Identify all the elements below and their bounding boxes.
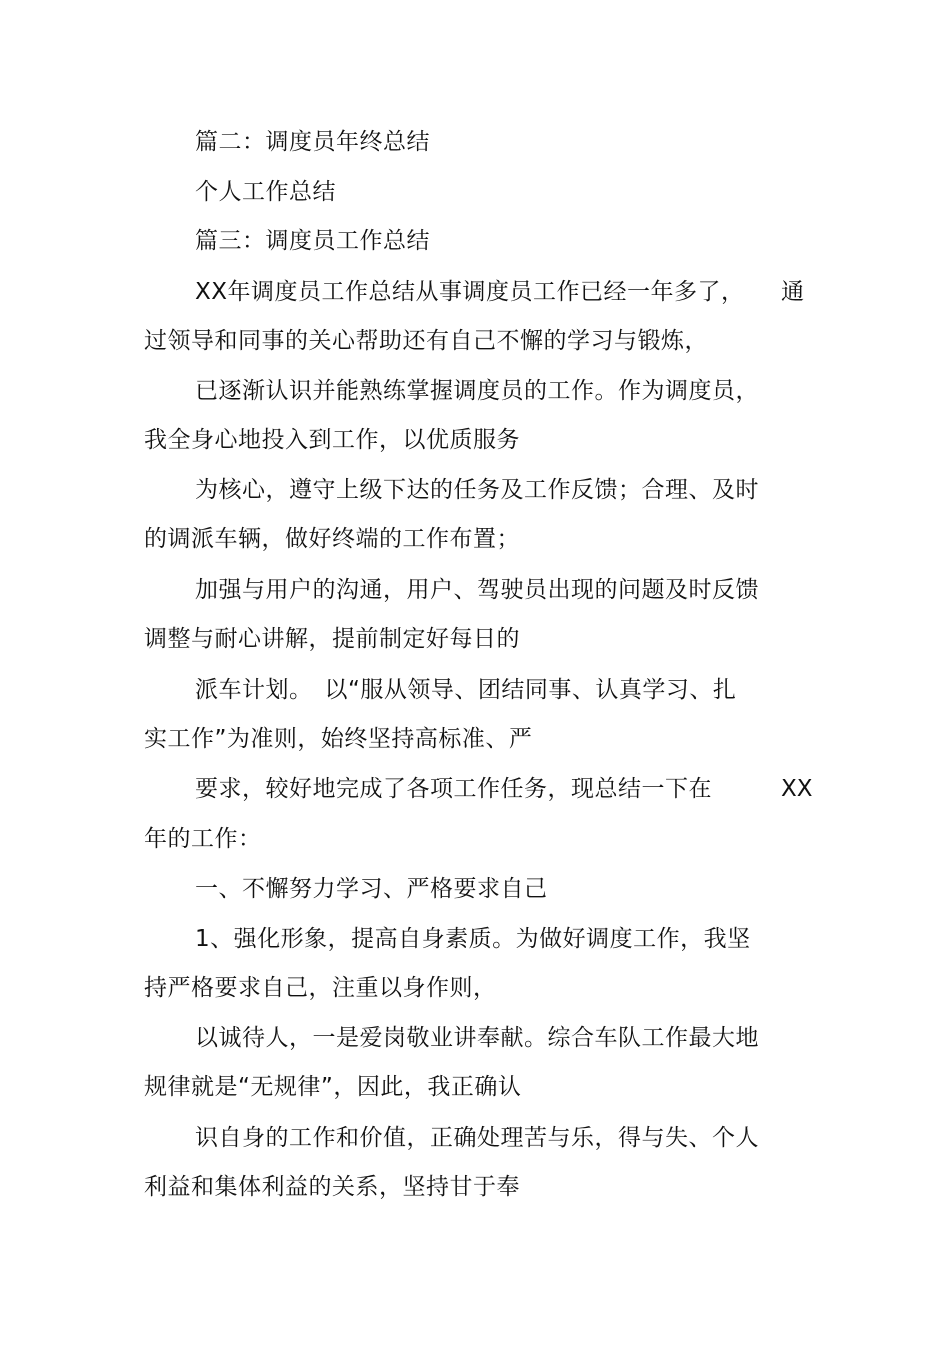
paragraph-line: 1、强化形象，提高自身素质。为做好调度工作，我坚 xyxy=(195,926,751,952)
paragraph-line-fragment: 通 xyxy=(781,279,804,305)
heading-part-two: 篇二：调度员年终总结 xyxy=(195,129,430,155)
paragraph-line: 为核心，遵守上级下达的任务及工作反馈；合理、及时 xyxy=(195,477,759,503)
paragraph-line: 以诚待人，一是爱岗敬业讲奉献。综合车队工作最大地 xyxy=(195,1025,759,1051)
paragraph-line: 已逐渐认识并能熟练掌握调度员的工作。作为调度员， xyxy=(195,378,759,404)
paragraph-line: 要求，较好地完成了各项工作任务，现总结一下在 xyxy=(195,776,712,802)
paragraph-line: 的调派车辆，做好终端的工作布置； xyxy=(144,526,520,552)
paragraph-line: 过领导和同事的关心帮助还有自己不懈的学习与锻炼， xyxy=(144,328,708,354)
heading-personal-summary: 个人工作总结 xyxy=(195,179,336,205)
paragraph-line: 派车计划。 以“服从领导、团结同事、认真学习、扎 xyxy=(195,677,737,703)
paragraph-line: 加强与用户的沟通，用户、驾驶员出现的问题及时反馈 xyxy=(195,577,759,603)
paragraph-line: 识自身的工作和价值，正确处理苦与乐，得与失、个人 xyxy=(195,1125,759,1151)
paragraph-line: 调整与耐心讲解，提前制定好每日的 xyxy=(144,626,520,652)
paragraph-line-fragment: XX xyxy=(781,776,813,802)
paragraph-line: 规律就是“无规律”，因此，我正确认 xyxy=(144,1074,522,1100)
section-heading: 一、不懈努力学习、严格要求自己 xyxy=(195,876,548,902)
paragraph-line: 持严格要求自己，注重以身作则， xyxy=(144,975,497,1001)
paragraph-line: 实工作”为准则，始终坚持高标准、严 xyxy=(144,726,533,752)
paragraph-line: 利益和集体利益的关系，坚持甘于奉 xyxy=(144,1174,520,1200)
paragraph-line: XX年调度员工作总结从事调度员工作已经一年多了， xyxy=(195,279,745,305)
paragraph-line: 我全身心地投入到工作，以优质服务 xyxy=(144,427,520,453)
heading-part-three: 篇三：调度员工作总结 xyxy=(195,228,430,254)
paragraph-line: 年的工作： xyxy=(144,826,262,852)
